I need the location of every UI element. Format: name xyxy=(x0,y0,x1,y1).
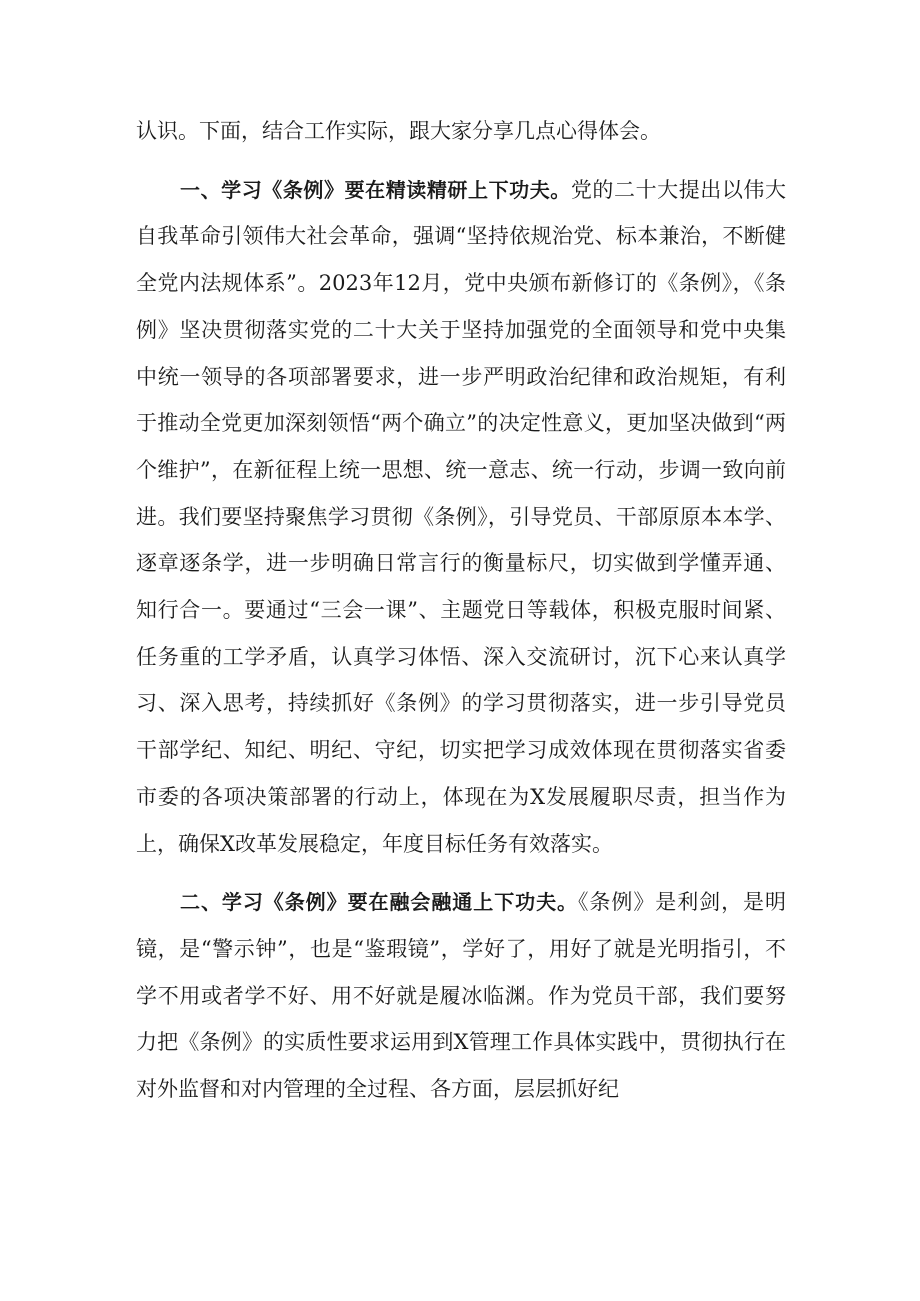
section-1-body: 党的二十大提出以伟大自我革命引领伟大社会革命，强调“坚持依规治党、标本兼治，不断健全党内法规体系”。2023年12月，党中央颁布新修订的《条例》，《条例》坚决贯彻落实党的二十大关于坚持加强党的全面领导和党中央集中统一领导的各项部署要求，进一步严明政治纪律和政治规矩，有利于推动全党更加深刻领悟“两个确立”的决定性意义，更加坚决做到“两个维护”，在新征程上统一思想、统一意志、统一行动，步调一致向前进。我们要坚持聚焦学习贯彻《条例》，引导党员、干部原原本本学、逐章逐条学，进一步明确日常言行的衡量标尺，切实做到学懂弄通、知行合一。要通过“三会一课”、主题党日等载体，积极克服时间紧、任务重的工学矛盾，认真学习体悟、深入交流研讨，沉下心来认真学习、深入思考，持续抓好《条例》的学习贯彻落实，进一步引导党员干部学纪、知纪、明纪、守纪，切实把学习成效体现在贯彻落实省委市委的各项决策部署的行动上，体现在为X发展履职尽责，担当作为上，确保X改革发展稳定，年度目标任务有效落实。 xyxy=(136,177,787,856)
section-2-paragraph xyxy=(136,879,786,1113)
section-2-body: 《条例》是利剑，是明镜，是“警示钟”，也是“鉴瑕镜”，学好了，用好了就是光明指引，不学不用或者学不好、用不好就是履冰临渊。作为党员干部，我们要努力把《条例》的实质性要求运用到X管理工作具体实践中，贯彻执行在对外监督和对内管理的全过程、各方面，层层抓好纪 xyxy=(136,890,787,1102)
paragraph-gap xyxy=(136,867,786,879)
section-2-heading: 二、学习《条例》要在融会融通上下功夫。 xyxy=(180,890,578,915)
section-1-heading: 一、学习《条例》要在精读精研上下功夫。 xyxy=(180,177,571,202)
section-1-paragraph xyxy=(136,167,786,868)
intro-line: 认识。下面，结合工作实际，跟大家分享几点心得体会。 xyxy=(136,119,661,143)
document-body xyxy=(136,108,786,1113)
paragraph-gap xyxy=(136,155,786,167)
